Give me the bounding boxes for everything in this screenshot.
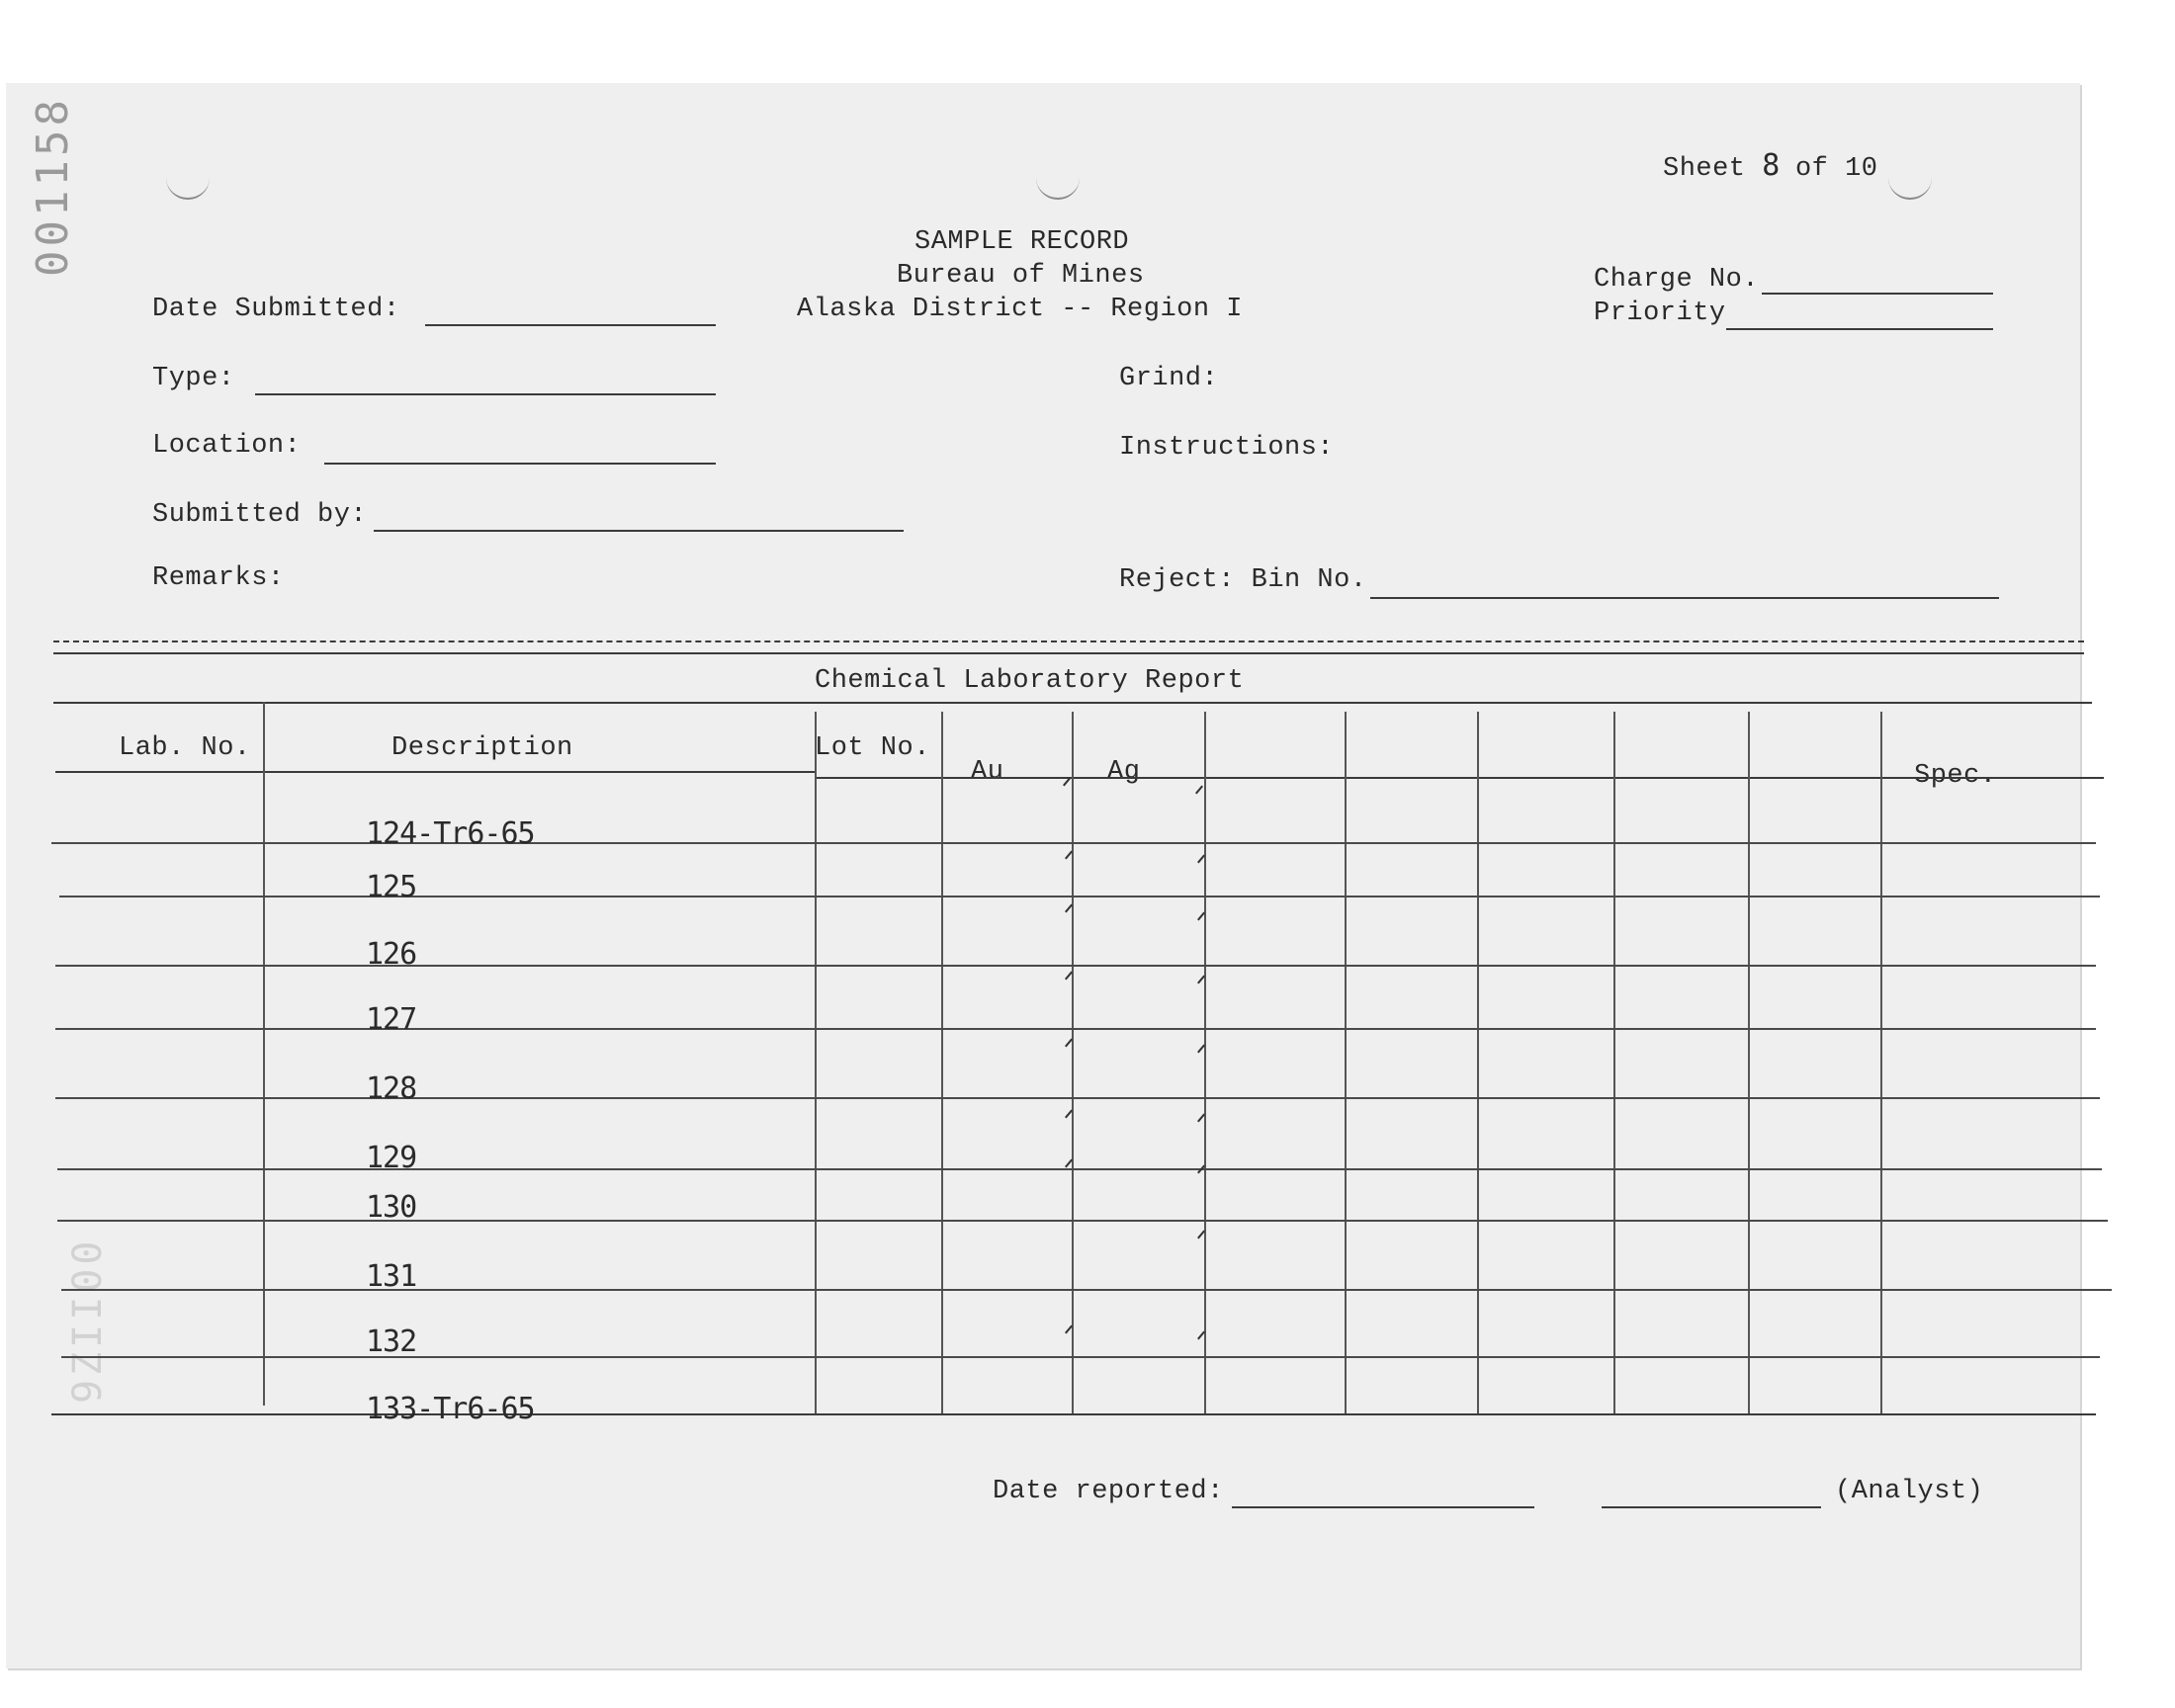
form-district: Alaska District -- Region I — [797, 295, 1243, 324]
analyst-label: (Analyst) — [1835, 1477, 1984, 1506]
separator-line — [53, 652, 2084, 654]
charge-no-field[interactable] — [1762, 293, 1993, 295]
grind-label: Grind: — [1119, 364, 1219, 393]
col-lot-no: Lot No. — [815, 733, 930, 763]
header-rule — [817, 777, 2104, 779]
table-row-description: 125 — [366, 870, 417, 904]
sheet-number: Sheet 8 of 10 — [1663, 148, 1878, 184]
archive-stamp-number: 001158 — [28, 96, 78, 277]
header-rule — [55, 771, 817, 773]
column-divider — [1748, 712, 1750, 1413]
column-divider — [1072, 712, 1074, 1413]
report-top-rule — [53, 702, 2092, 704]
type-field[interactable] — [255, 393, 716, 395]
reject-bin-field[interactable] — [1370, 597, 1999, 599]
col-spec: Spec. — [1914, 761, 1997, 791]
table-row-description: 133-Tr6-65 — [366, 1392, 535, 1426]
table-row-description: 127 — [366, 1002, 417, 1037]
table-row-description: 130 — [366, 1190, 417, 1225]
column-divider — [263, 702, 265, 1406]
date-reported-field[interactable] — [1232, 1506, 1534, 1508]
column-divider — [1477, 712, 1479, 1413]
table-row-line — [55, 965, 2096, 967]
column-divider — [1204, 712, 1206, 1413]
table-row-description: 124-Tr6-65 — [366, 816, 535, 851]
table-row-description: 132 — [366, 1324, 417, 1359]
instructions-label: Instructions: — [1119, 433, 1335, 463]
column-divider — [1345, 712, 1347, 1413]
date-reported-label: Date reported: — [993, 1477, 1224, 1506]
col-lab-no: Lab. No. — [119, 733, 251, 763]
location-label: Location: — [152, 431, 302, 461]
submitted-by-label: Submitted by: — [152, 500, 368, 530]
column-divider — [815, 712, 817, 1413]
charge-no-label: Charge No. — [1594, 265, 1760, 295]
column-divider — [1880, 712, 1882, 1413]
submitted-by-field[interactable] — [374, 530, 904, 532]
archive-stamp-faint: 9ZII00 — [65, 1237, 111, 1404]
table-row-description: 129 — [366, 1141, 417, 1175]
table-row-line — [57, 1168, 2102, 1170]
date-submitted-label: Date Submitted: — [152, 295, 400, 324]
table-row-description: 126 — [366, 937, 417, 972]
priority-label: Priority — [1594, 299, 1726, 328]
column-divider — [941, 712, 943, 1413]
form-org: Bureau of Mines — [897, 261, 1145, 291]
table-row-line — [55, 1097, 2100, 1099]
table-row-line — [51, 842, 2096, 844]
table-row-line — [55, 1028, 2096, 1030]
table-bottom-rule — [51, 1413, 2096, 1415]
separator-line — [53, 640, 2084, 642]
col-au: Au — [971, 757, 1004, 787]
date-submitted-field[interactable] — [425, 324, 716, 326]
reject-bin-label: Reject: Bin No. — [1119, 565, 1367, 595]
remarks-label: Remarks: — [152, 563, 285, 593]
form-title: SAMPLE RECORD — [914, 227, 1130, 257]
type-label: Type: — [152, 364, 235, 393]
col-description: Description — [392, 733, 573, 763]
table-row-description: 131 — [366, 1259, 417, 1294]
location-field[interactable] — [324, 463, 716, 465]
report-title: Chemical Laboratory Report — [815, 666, 1245, 696]
column-divider — [1613, 712, 1615, 1413]
table-row-description: 128 — [366, 1071, 417, 1106]
col-ag: Ag — [1107, 757, 1141, 787]
analyst-field[interactable] — [1602, 1506, 1821, 1508]
priority-field[interactable] — [1726, 328, 1993, 330]
